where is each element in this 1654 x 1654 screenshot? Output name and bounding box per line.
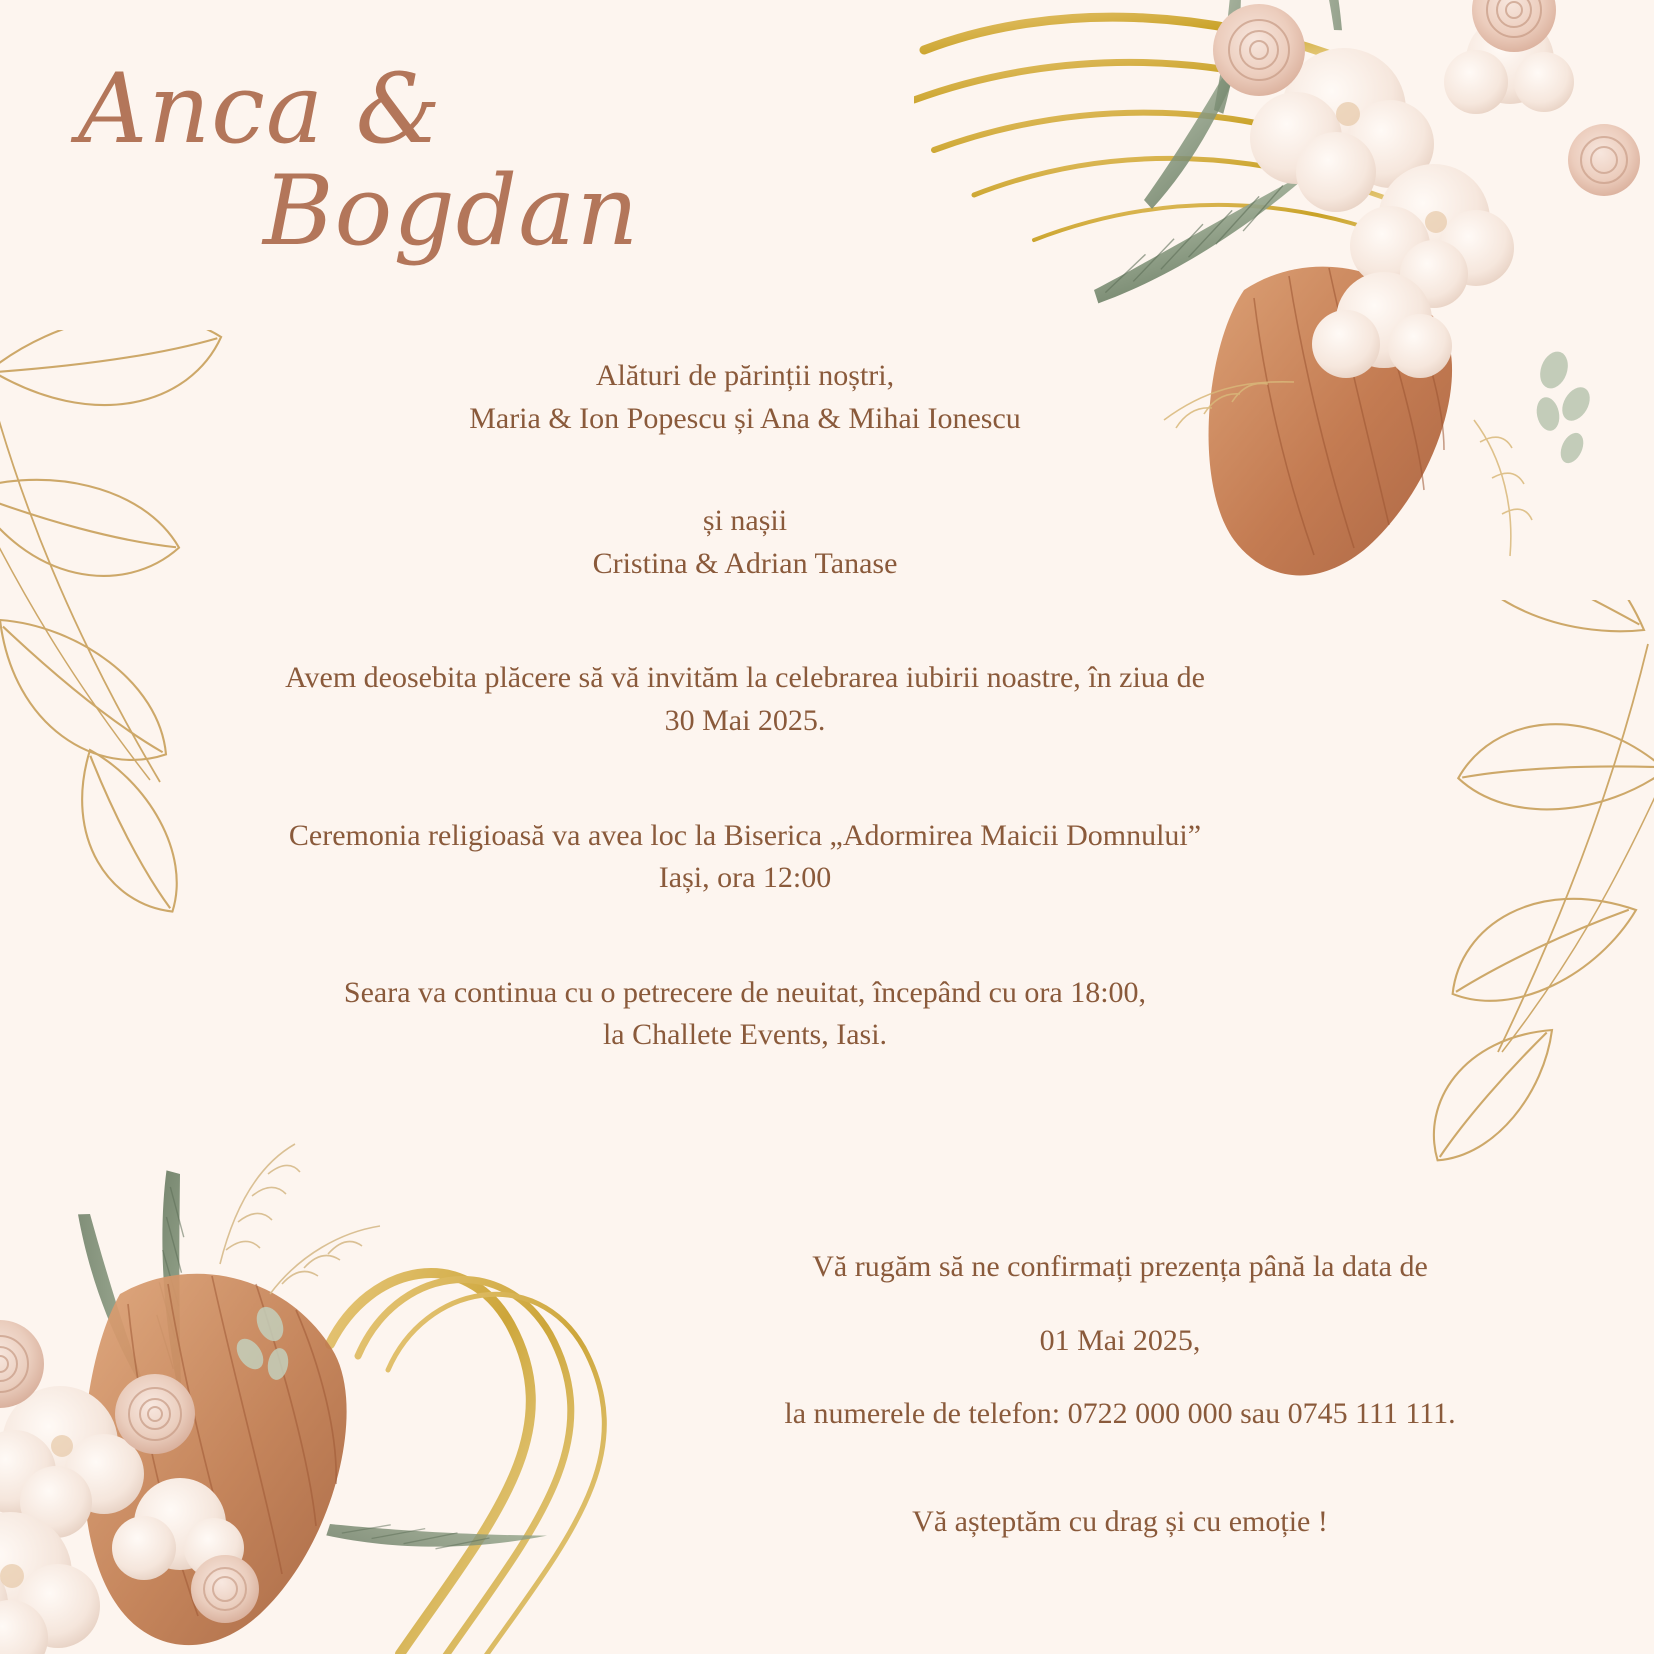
invitation-statement-block [170, 657, 1320, 742]
groom-name: Bogdan [263, 155, 640, 268]
party-time: Seara va continua cu o petrecere de neuitat, începând cu ora 18:00, [343, 975, 1147, 1009]
ceremony-city-time: Iași, ora 12:00 [658, 861, 832, 895]
party-block [170, 972, 1320, 1057]
godparents-intro: și nașii [702, 504, 788, 538]
parents-names: Maria & Ion Popescu și Ana & Mihai Ionescu [469, 401, 1021, 435]
spacer [170, 585, 1320, 657]
spacer [170, 743, 1320, 815]
ceremony-venue: Ceremonia religioasă va avea loc la Biserica „Adormirea Maicii Domnului” [288, 818, 1202, 852]
invitation-statement-line-1: Avem deosebita plăcere să vă invităm la celebrarea iubirii noastre, în ziua de [285, 661, 1205, 695]
rsvp-deadline-date: 01 Mai 2025, [1039, 1323, 1201, 1357]
bride-name: Anca & [78, 53, 443, 165]
godparents-names: Cristina & Adrian Tanase [592, 546, 898, 580]
gold-line-leaves-right-decoration [1284, 600, 1654, 1180]
spacer [170, 440, 1320, 500]
rsvp-line-1: Vă rugăm să ne confirmați prezența până la data de [812, 1250, 1428, 1283]
parents-intro: Alături de părinții noștri, [595, 359, 895, 392]
rsvp-block [620, 1215, 1620, 1543]
rsvp-phone-numbers: la numerele de telefon: 0722 000 000 sau 0745 111 111. [784, 1397, 1456, 1430]
spacer [170, 900, 1320, 972]
parents-block [170, 355, 1320, 440]
godparents-block [170, 500, 1320, 585]
floral-arrangement-bottom-left-decoration [0, 964, 710, 1654]
invitation-body-text [170, 355, 1320, 1057]
wedding-date: 30 Mai 2025. [664, 703, 826, 737]
closing-message: Vă așteptăm cu drag și cu emoție ! [912, 1504, 1328, 1538]
ceremony-block [170, 815, 1320, 900]
couple-names [78, 53, 640, 268]
party-venue: la Challete Events, Iasi. [602, 1018, 888, 1052]
